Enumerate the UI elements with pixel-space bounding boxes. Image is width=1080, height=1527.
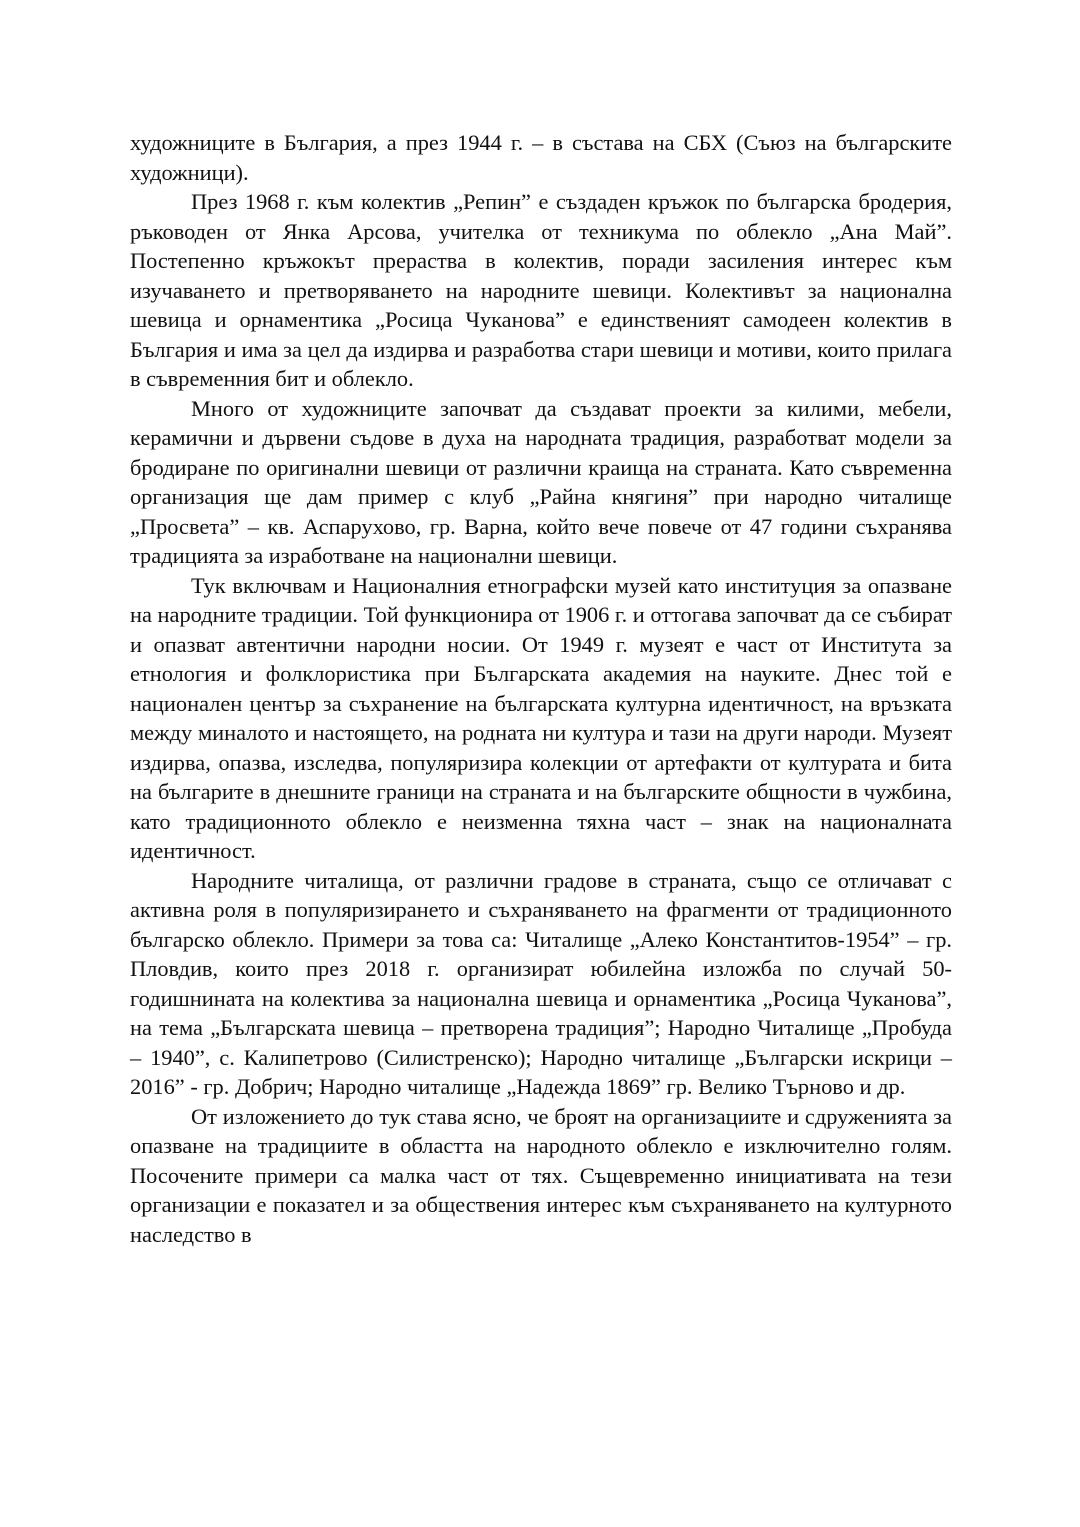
paragraph-artists-projects: Много от художниците започват да създават проекти за килими, мебели, керамични и дървени съдове в духа на народната традиция, разработват модели за бродиране по оригинални шевици от различни краища на страната. Като съвременна организация ще дам пример с клуб „Райна княгиня” при народно читалище „Просвета” – кв. Аспарухово, гр. Варна, който вече повече от 47 години съхранява традицията за изработване на национални шевици.	[130, 395, 952, 568]
paragraph-repin-embroidery: През 1968 г. към колектив „Репин” е създаден кръжок по българска бродерия, ръководен от Янка Арсова, учителка от техникума по облекло „Ана Май”. Постепенно кръжокът прераства в колектив, поради засиления интерес към изучаването и претворяването на народните шевици. Колективът за национална шевица и орнаментика „Росица Чуканова” е единственият самодеен колектив в България и има за цел да издирва и разработва стари шевици и мотиви, които прилага в съвременния бит и облекло.	[130, 189, 952, 391]
paragraph-conclusion: От изложението до тук става ясно, че броят на организациите и сдруженията за опазване на традициите в областта на народното облекло е изключително голям. Посочените примери са малка част от тях. Същевременно инициативата на тези организации е показател и за обществения интерес към съхраняването на културното наследство в	[130, 1103, 952, 1247]
paragraph-ethnographic-museum: Тук включвам и Националния етнографски музей като институция за опазване на народните традиции. Той функционира от 1906 г. и оттогава започват да се събират и опазват автентични народни носии. От 1949 г. музеят е част от Института за етнология и фолклористика при Българската академия на науките. Днес той е национален център за съхранение на българската културна идентичност, на връзката между миналото и настоящето, на родната ни култура и тази на други народи. Музеят издирва, опазва, изследва, популяризира колекции от артефакти от културата и бита на българите в днешните граници на страната и на българските общности в чужбина, като традиционното облекло е неизменна тяхна част – знак на националната идентичност.	[130, 572, 952, 863]
document-page	[130, 128, 952, 1249]
paragraph-continued: художниците в България, а през 1944 г. – в състава на СБХ (Съюз на българските художници).	[130, 130, 952, 185]
paragraph-community-centers: Народните читалища, от различни градове в страната, също се отличават с активна роля в популяризирането и съхраняването на фрагменти от традиционното българско облекло. Примери за това са: Читалище „Алеко Константитов-1954” – гр. Пловдив, които през 2018 г. организират юбилейна изложба по случай 50-годишнината на колектива за национална шевица и орнаментика „Росица Чуканова”, на тема „Българската шевица – претворена традиция”; Народно Читалище „Пробуда – 1940”, с. Калипетрово (Силистренско); Народно читалище „Български искрици – 2016” - гр. Добрич; Народно читалище „Надежда 1869” гр. Велико Търново и др.	[130, 867, 952, 1099]
